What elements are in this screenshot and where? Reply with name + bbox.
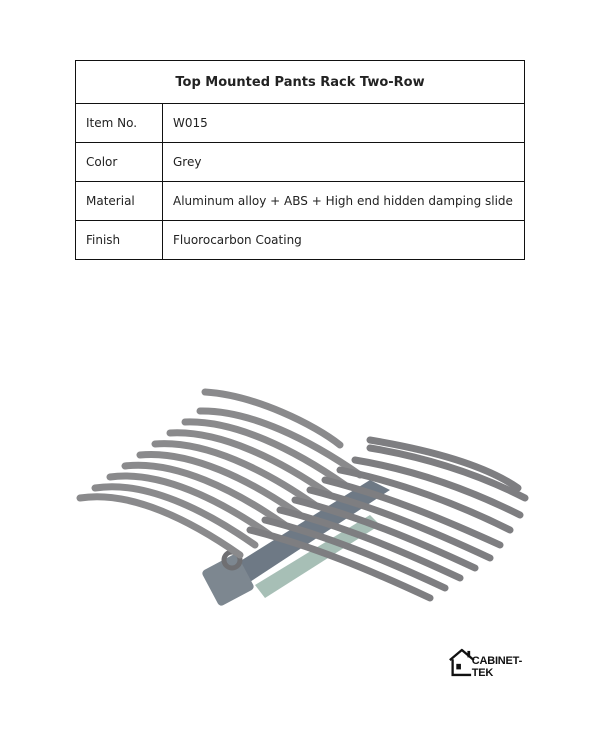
row-value-finish: Fluorocarbon Coating: [163, 221, 525, 260]
row-label-color: Color: [76, 143, 163, 182]
row-label-item-no: Item No.: [76, 104, 163, 143]
table-header-row: [76, 61, 525, 104]
row-value-material: Aluminum alloy + ABS + High end hidden damping slide: [163, 182, 525, 221]
spec-table: [75, 60, 525, 260]
table-row: [76, 143, 525, 182]
table-row: [76, 104, 525, 143]
pants-rack-product-image: [70, 370, 540, 630]
table-row: [76, 182, 525, 221]
logo-text: CABINET-TEK: [471, 655, 523, 679]
row-label-material: Material: [76, 182, 163, 221]
cabinet-tek-logo: [448, 642, 538, 682]
row-value-color: Grey: [163, 143, 525, 182]
table-title: Top Mounted Pants Rack Two-Row: [76, 61, 525, 104]
table-row: [76, 221, 525, 260]
row-label-finish: Finish: [76, 221, 163, 260]
row-value-item-no: W015: [163, 104, 525, 143]
